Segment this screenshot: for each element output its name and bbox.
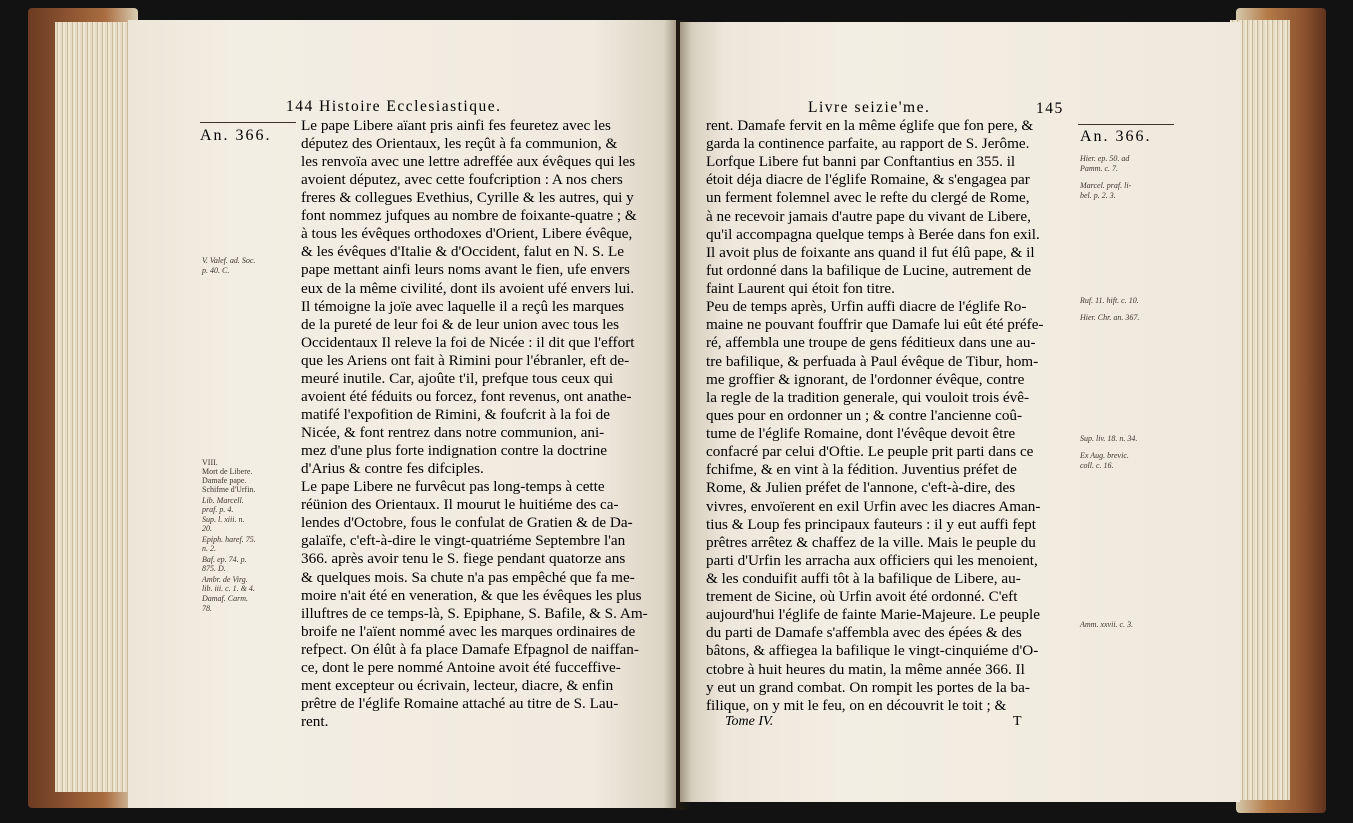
left-margin-note: Schifme d'Urfin. — [202, 485, 256, 494]
left-margin-note: Damafe pape. — [202, 476, 247, 485]
right-text-line: rent. Damafe fervit en la même églife que fon pere, & — [706, 117, 1034, 134]
right-margin-note: Sup. liv. 18. n. 34. — [1080, 434, 1138, 443]
right-text-line: du parti de Damafe s'affembla avec des épées & des — [706, 624, 1022, 642]
left-text-line: moire n'ait été en veneration, & que les évêques les plus — [301, 586, 642, 604]
right-text-line: y eut un grand combat. On rompit les portes de la ba- — [706, 678, 1030, 696]
left-text-line: prêtre de l'églife Romaine attaché au titre de S. Lau- — [301, 694, 619, 712]
right-margin-rule — [1078, 124, 1174, 125]
right-text-line: qu'il accompagna quelque temps à Berée dans fon exil. — [706, 225, 1040, 243]
right-text-line: filique, on y mit le feu, on en découvrit le toit ; & — [706, 696, 1007, 714]
left-text-line: les renvoïa avec une lettre adreffée aux évêques qui les — [301, 153, 636, 171]
left-text-line: 366. après avoir tenu le S. fiege pendant quatorze ans — [301, 550, 626, 568]
right-text-line: maine ne pouvant fouffrir que Damafe lui eût été préfe- — [706, 316, 1044, 334]
right-margin-note: Pamm. c. 7. — [1080, 164, 1118, 173]
footer-volume: Tome IV. — [725, 714, 774, 729]
left-text-line: galaïfe, c'eft-à-dire le vingt-quatriéme Septembre l'an — [301, 532, 626, 550]
left-text-line: avoient députez, avec cette foufcription : A nos chers — [301, 171, 623, 189]
right-margin-note: Amm. xxvii. c. 3. — [1080, 620, 1134, 629]
left-margin-note: Damaf. Carm. — [202, 594, 249, 603]
right-margin-note: Hier. ep. 50. ad — [1080, 154, 1130, 163]
right-text-line: tre bafilique, & perfuada à Paul évêque de Tibur, hom- — [706, 352, 1039, 370]
left-text-line: illuftres de ce temps-là, S. Epiphane, S. Bafile, & S. Am- — [301, 604, 648, 622]
right-margin-note: bel. p. 2. 3. — [1080, 191, 1116, 200]
right-year-marker: An. 366. — [1080, 128, 1152, 145]
right-text-line: un ferment folemnel avec le refte du clergé de Rome, — [706, 189, 1030, 207]
right-text-line: à ne recevoir jamais d'autre pape du vivant de Libere, — [706, 207, 1031, 225]
right-margin-note: Marcel. praf. li- — [1080, 181, 1132, 190]
left-text-line: ce, dont le pere nommé Antoine avoit été fucceffive- — [301, 658, 621, 676]
left-text-line: députez des Orientaux, les reçût à fa communion, & — [301, 135, 618, 153]
left-text-line: eux de la même civilité, dont ils avoient ufé envers lui. — [301, 279, 635, 297]
left-margin-note: Lib. Marcell. — [202, 496, 244, 505]
right-text-line: confacré par celui d'Oftie. Le peuple prit parti dans ce — [706, 443, 1034, 461]
left-margin-note: praf. p. 4. — [202, 505, 234, 514]
left-margin-note: Mort de Libere. — [202, 467, 253, 476]
left-text-line: rent. — [301, 712, 329, 730]
left-text-line: font nommez jufques au nombre de foixante-quatre ; & — [301, 207, 637, 225]
left-margin-note: V. Valef. ad. Soc. — [202, 256, 256, 265]
left-margin-note: 875. D. — [202, 564, 226, 573]
right-text-line: vivres, envoïerent en exil Urfin avec les diacres Aman- — [706, 497, 1041, 515]
right-text-line: prêtres arrêtez & chaffez de la ville. Mais le peuple du — [706, 533, 1036, 551]
right-margin-note: coll. c. 16. — [1080, 461, 1114, 470]
left-text-line: pape mettant ainfi leurs noms avant le fien, ufe envers — [301, 261, 630, 279]
right-text-line: bâtons, & affiegea la bafilique le vingt-cinquiéme d'O- — [706, 642, 1039, 660]
left-year-marker: An. 366. — [200, 127, 272, 144]
left-text-line: lendes d'Octobre, fous le confulat de Gratien & de Da- — [301, 514, 633, 532]
right-text-line: étoit déja diacre de l'églife Romaine, & s'engagea par — [706, 171, 1030, 189]
right-running-head: Livre seizie'me. — [808, 99, 931, 116]
right-margin-note: Ex Aug. brevic. — [1080, 451, 1129, 460]
left-text-line: de la pureté de leur foi & de leur union avec tous les — [301, 315, 619, 333]
left-text-line: freres & collegues Evethius, Cyrille & les autres, qui y — [301, 189, 634, 207]
right-text-line: garda la continence parfaite, au rapport de S. Jerôme. — [706, 135, 1030, 153]
left-text-line: Le pape Libere ne furvêcut pas long-temps à cette — [301, 478, 605, 496]
footer-signature: T — [1013, 714, 1022, 729]
right-text-line: ré, affembla une troupe de gens féditieux dans une au- — [706, 334, 1036, 352]
right-text-line: ques pour en ordonner un ; & contre l'ancienne coû- — [706, 406, 1023, 424]
right-text-line: Peu de temps après, Urfin auffi diacre de l'églife Ro- — [706, 298, 1027, 316]
left-margin-note: 78. — [202, 604, 212, 613]
left-text-line: d'Arius & contre fes difciples. — [301, 460, 484, 478]
left-text-line: broife ne l'aïent nommé avec les marques ordinaires de — [301, 622, 636, 640]
right-text-line: faint Laurent qui étoit fon titre. — [706, 280, 895, 298]
left-text-line: réünion des Orientaux. Il mourut le huitiéme des ca- — [301, 496, 619, 514]
right-text-line: Rome, & Julien préfet de l'annone, c'eft-à-dire, des — [706, 479, 1016, 497]
left-margin-note: VIII. — [202, 458, 218, 467]
right-text-line: la regle de la tradition generale, qui vouloit trois évê- — [706, 388, 1030, 406]
left-margin-rule — [200, 122, 296, 123]
left-text-line: ment excepteur ou écrivain, lecteur, diacre, & enfin — [301, 676, 614, 694]
left-text-line: & quelques mois. Sa chute n'a pas empêché que fa me- — [301, 568, 635, 586]
left-text-line: Le pape Libere aïant pris ainfi fes feuretez avec les — [301, 117, 611, 134]
right-text-line: aujourd'hui l'églife de fainte Marie-Majeure. Le peuple — [706, 606, 1040, 624]
left-text-line: que les Ariens ont fait à Rimini pour l'ébranler, eft de- — [301, 351, 630, 369]
left-text-line: mez d'une plus forte indignation contre la doctrine — [301, 442, 607, 460]
left-text-line: Nicée, & font rentrez dans notre communion, ani- — [301, 424, 605, 442]
left-margin-note: p. 40. C. — [202, 266, 230, 275]
left-text-line: & les évêques d'Italie & d'Occident, falut en N. S. Le — [301, 243, 625, 261]
right-text-line: me groffier & ignorant, de l'ordonner évêque, contre — [706, 370, 1025, 388]
right-text-line: Lorfque Libere fut banni par Conftantius en 355. il — [706, 153, 1016, 171]
left-text-line: matifé l'expofition de Rimini, & foufcrit à la foi de — [301, 405, 610, 423]
right-margin-note: Ruf. 11. hift. c. 10. — [1080, 296, 1139, 305]
right-text-line: Il avoit plus de foixante ans quand il fut élû pape, & il — [706, 243, 1035, 261]
right-text-line: tius & Loup fes principaux fauteurs : il y eut auffi fept — [706, 515, 1036, 533]
left-running-head: 144 Histoire Ecclesiastique. — [286, 98, 502, 115]
right-margin-note: Hier. Chr. an. 367. — [1080, 313, 1140, 322]
right-text-line: trement de Sicine, où Urfin avoit été ordonné. C'eft — [706, 588, 1018, 606]
right-text-line: fchifme, & en vint à la fédition. Juventius préfet de — [706, 461, 1017, 479]
left-text-line: avoient été féduits ou forcez, font revenus, ont anathe- — [301, 387, 632, 405]
left-text-line: meuré inutile. Car, ajoûte t'il, prefque tous ceux qui — [301, 369, 614, 387]
left-text-line: refpect. On élût à fa place Damafe Efpagnol de naiffan- — [301, 640, 639, 658]
right-text-line: & les conduifit auffi tôt à la bafilique de Libere, au- — [706, 570, 1021, 587]
left-margin-note: n. 2. — [202, 544, 216, 553]
right-text-line: fut ordonné dans la bafilique de Lucine, autrement de — [706, 261, 1032, 279]
left-margin-note: Epiph. haref. 75. — [202, 535, 256, 544]
left-text-line: à tous les évêques orthodoxes d'Orient, Libere évêque, — [301, 225, 633, 243]
left-margin-note: lib. iii. c. 1. & 4. — [202, 584, 255, 593]
right-text-line: tume de l'églife Romaine, dont l'évêque devoit être — [706, 425, 1016, 443]
right-text-line: ctobre à huit heures du matin, la même année 366. Il — [706, 660, 1025, 678]
left-text-line: Occidentaux Il releve la foi de Nicée : il dit que l'effort — [301, 333, 635, 351]
book-gutter — [664, 20, 692, 810]
right-text-line: parti d'Urfin les arracha aux officiers qui les menoient, — [706, 551, 1038, 569]
left-margin-note: Ambr. de Virg. — [202, 575, 248, 584]
left-margin-note: Sup. l. xiii. n. — [202, 515, 245, 524]
right-page-number: 145 — [1036, 100, 1064, 117]
left-text-line: Il témoigne la joïe avec laquelle il a reçû les marques — [301, 297, 625, 315]
left-margin-note: Baf. ep. 74. p. — [202, 555, 247, 564]
left-margin-note: 20. — [202, 524, 212, 533]
